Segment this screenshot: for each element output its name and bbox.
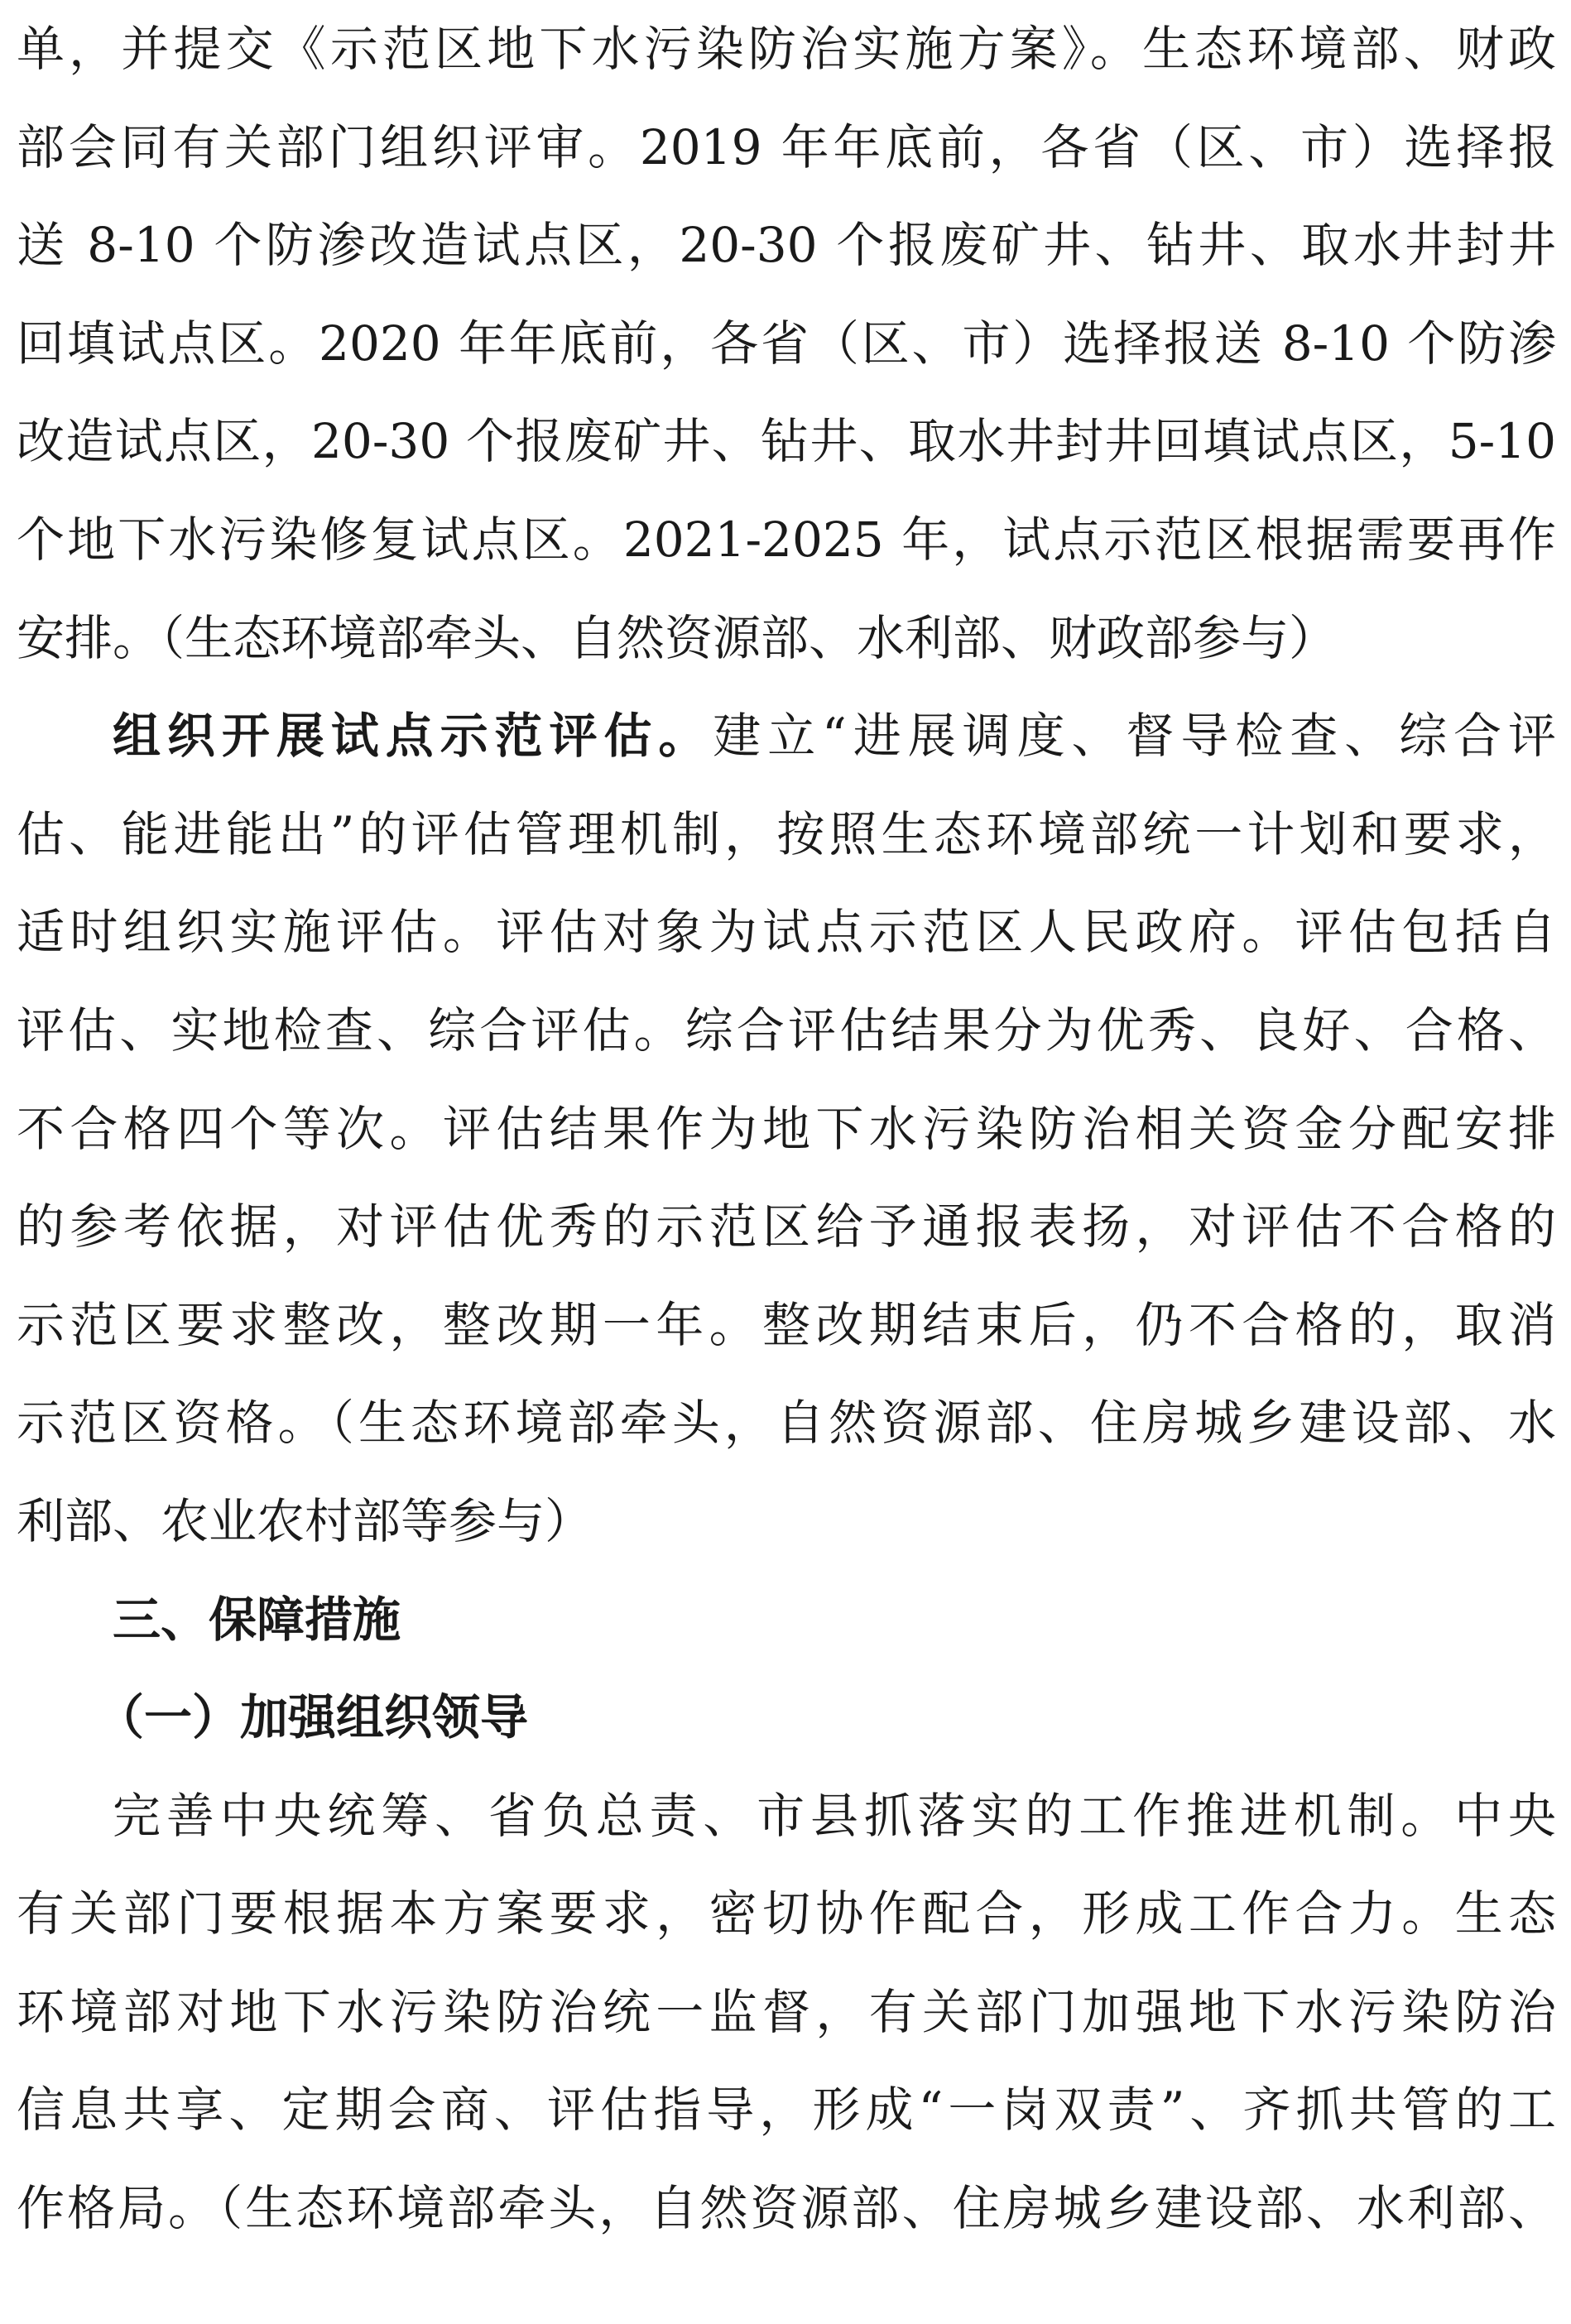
text-line: 改造试点区，20-30 个报废矿井、钻井、取水井封井回填试点区，5-10 (17, 413, 1556, 470)
text-line: 示范区要求整改，整改期一年。整改期结束后，仍不合格的，取消 (17, 1296, 1556, 1353)
text-fragment: 建立“进展调度、督导检查、综合评 (713, 708, 1556, 765)
paragraph-organization-leadership (17, 1767, 1556, 2258)
text-line: 信息共享、定期会商、评估指导，形成“一岗双责”、齐抓共管的工 (17, 2082, 1556, 2139)
text-line: 部会同有关部门组织评审。2019 年年底前，各省（区、市）选择报 (17, 118, 1556, 175)
text-line: 作格局。（生态环境部牵头，自然资源部、住房城乡建设部、水利部、 (17, 2180, 1556, 2237)
paragraph-pilot-areas (17, 0, 1556, 687)
text-line: 不合格四个等次。评估结果作为地下水污染防治相关资金分配安排 (17, 1100, 1556, 1157)
subsection-heading: （一）加强组织领导 (96, 1689, 529, 1746)
text-line: 的参考依据，对评估优秀的示范区给予通报表扬，对评估不合格的 (17, 1198, 1556, 1256)
text-line: 适时组织实施评估。评估对象为试点示范区人民政府。评估包括自 (17, 904, 1556, 961)
document-body (17, 0, 1556, 2258)
text-line: 利部、农业农村部等参与） (17, 1492, 593, 1549)
text-line: 单，并提交《示范区地下水污染防治实施方案》。生态环境部、财政 (17, 21, 1556, 77)
text-line (17, 687, 1556, 785)
text-line: 环境部对地下水污染防治统一监督，有关部门加强地下水污染防治 (17, 1983, 1556, 2040)
text-line: 示范区资格。（生态环境部牵头，自然资源部、住房城乡建设部、水 (17, 1395, 1556, 1452)
text-line: 评估、实地检查、综合评估。综合评估结果分为优秀、良好、合格、 (17, 1001, 1556, 1059)
text-line: 估、能进能出”的评估管理机制，按照生态环境部统一计划和要求， (17, 805, 1556, 862)
section-heading: 三、保障措施 (113, 1591, 401, 1648)
text-line: 回填试点区。2020 年年底前，各省（区、市）选择报送 8-10 个防渗 (17, 315, 1556, 372)
text-line: 完善中央统筹、省负总责、市县抓落实的工作推进机制。中央 (113, 1787, 1556, 1844)
text-line: 安排。（生态环境部牵头、自然资源部、水利部、财政部参与） (17, 609, 1338, 666)
text-line: 有关部门要根据本方案要求，密切协作配合，形成工作合力。生态 (17, 1885, 1556, 1942)
paragraph-evaluation (17, 687, 1556, 1570)
text-line: 个地下水污染修复试点区。2021-2025 年，试点示范区根据需要再作 (17, 511, 1556, 568)
bold-lead-phrase: 组织开展试点示范评估。 (113, 708, 713, 765)
text-line: 送 8-10 个防渗改造试点区，20-30 个报废矿井、钻井、取水井封井 (17, 217, 1556, 274)
